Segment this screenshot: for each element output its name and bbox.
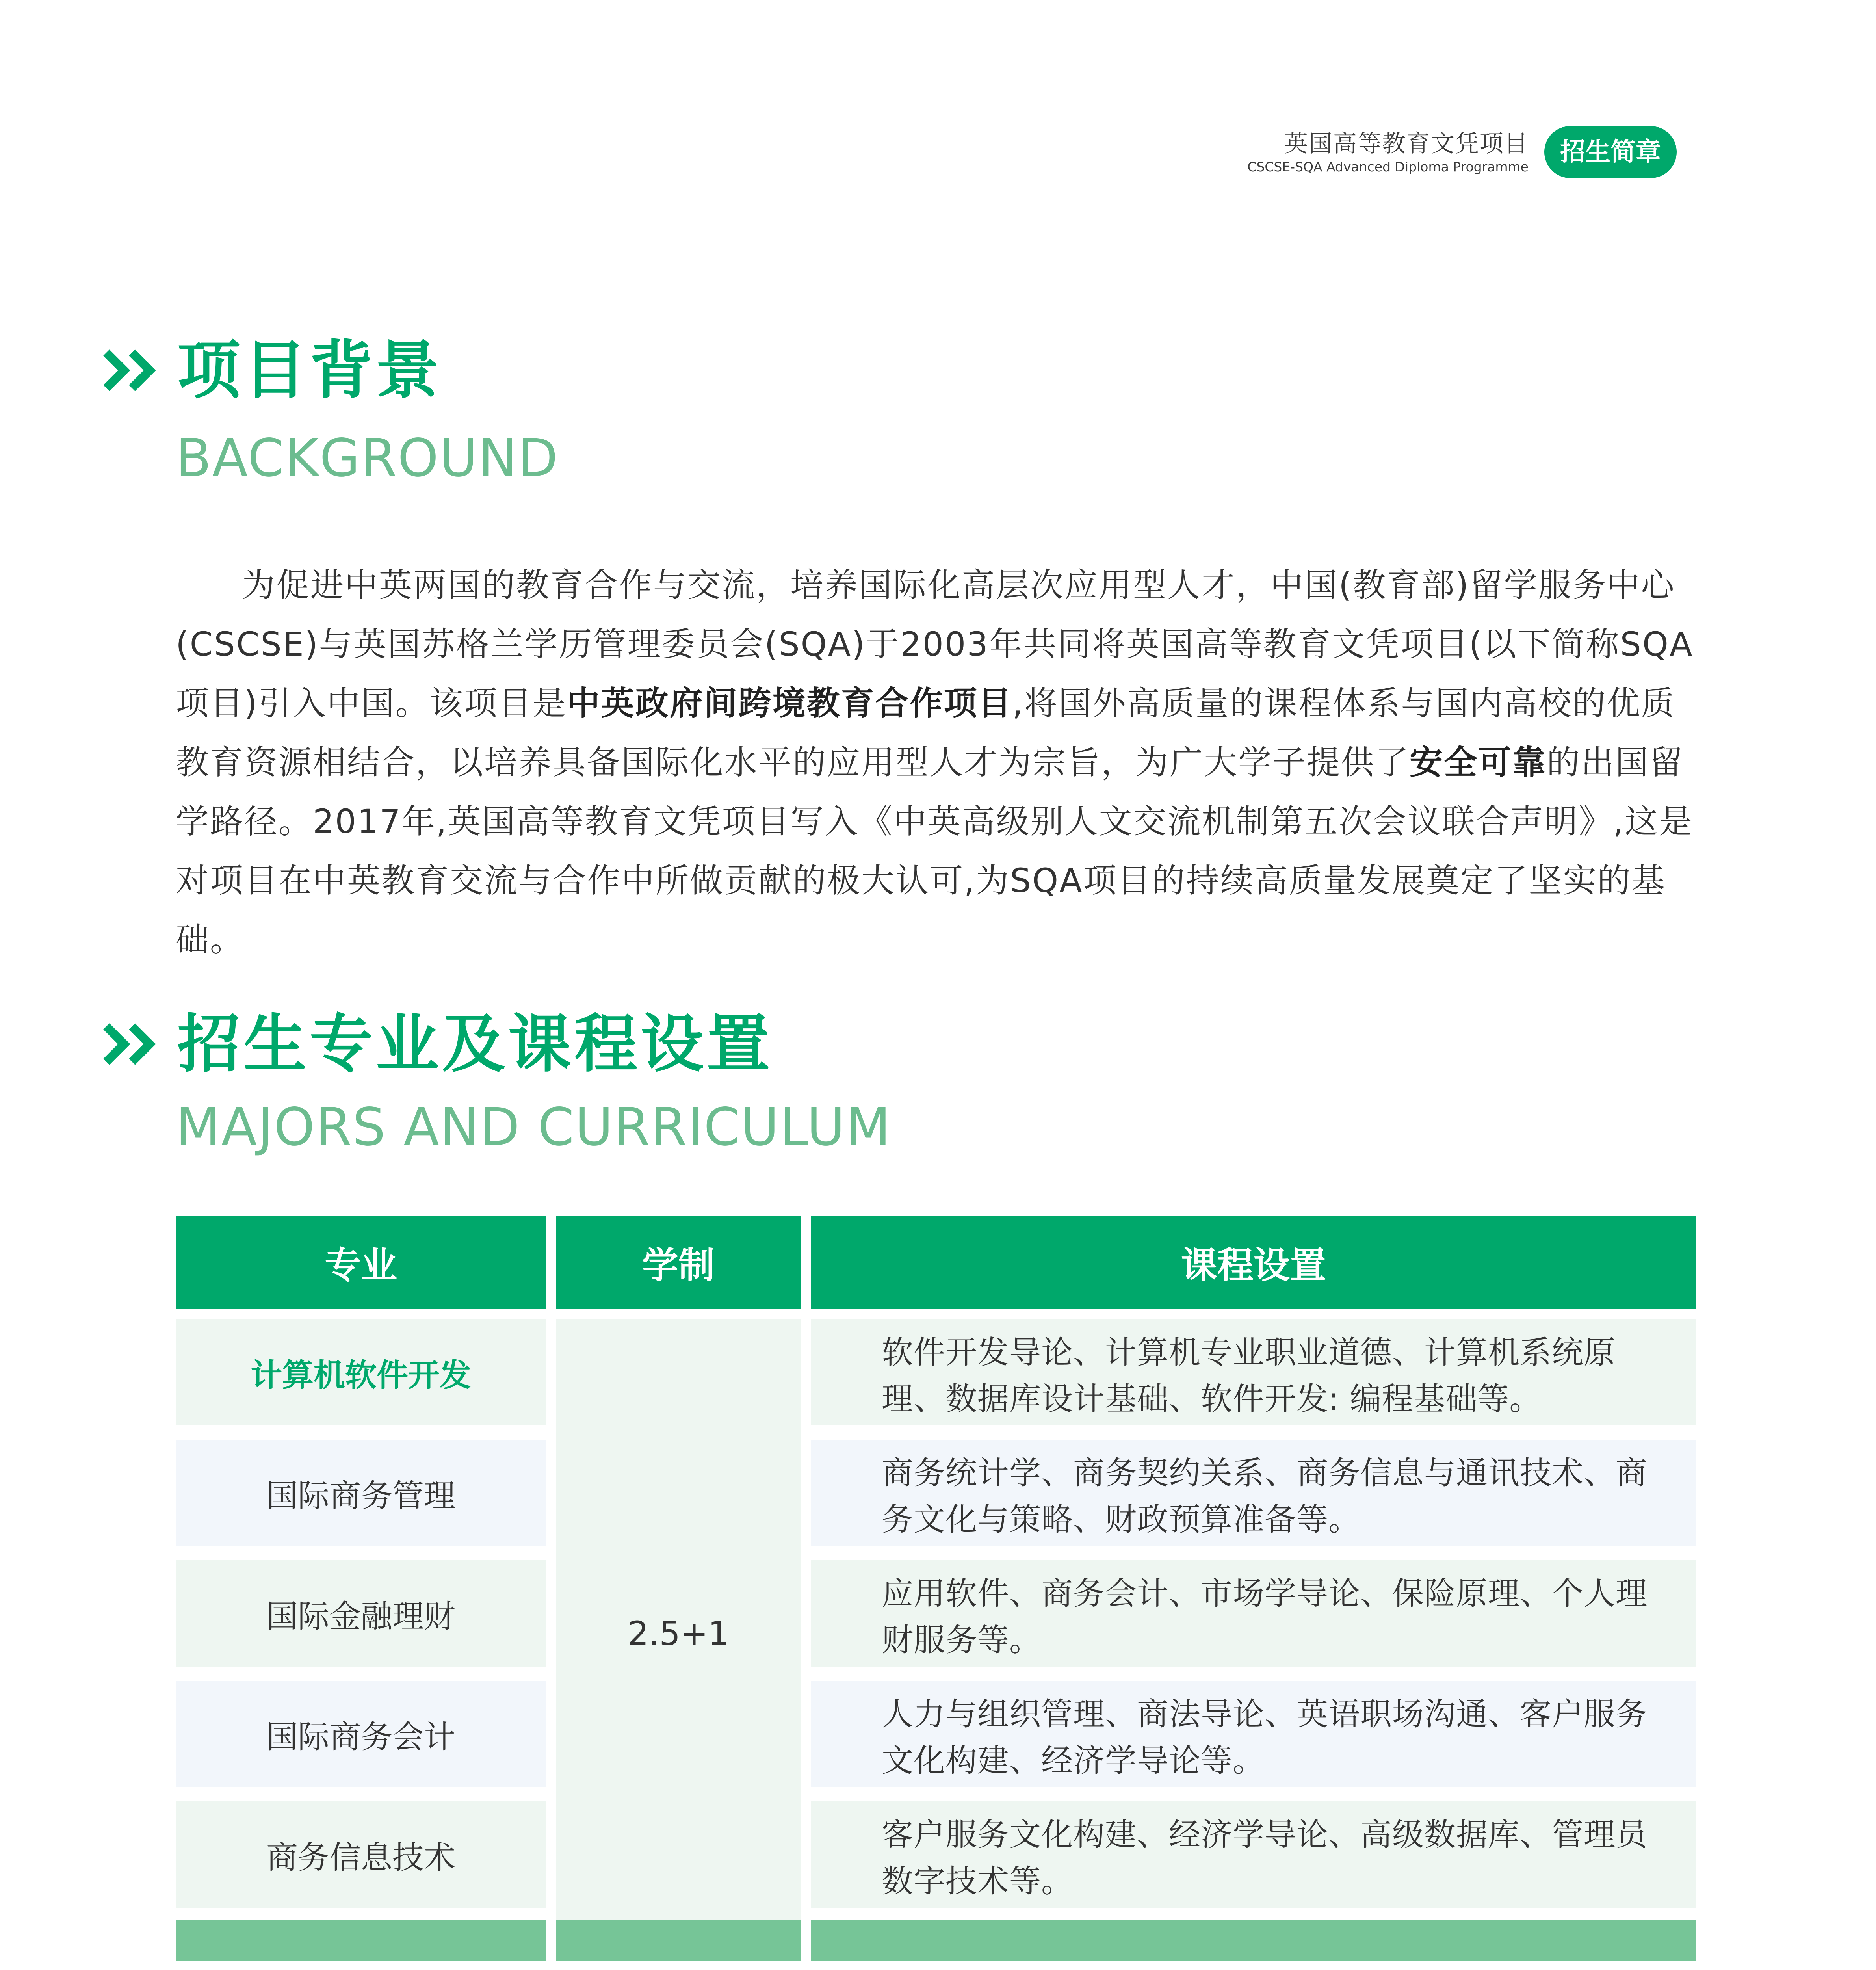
- duration-cell: 2.5+1: [556, 1319, 801, 1948]
- courses-cell: [811, 1560, 1696, 1667]
- major-cell: 国际商务管理: [176, 1440, 546, 1546]
- background-title-cn: 项目背景: [177, 333, 442, 407]
- para-bold-1: 中英政府间跨境教育合作项目: [567, 684, 1012, 723]
- courses-text: 人力与组织管理、商法导论、英语职场沟通、客户服务文化构建、经济学导论等。: [882, 1696, 1648, 1779]
- majors-section-title: [98, 1009, 773, 1080]
- courses-text: 软件开发导论、计算机专业职业道德、计算机系统原理、数据库设计基础、软件开发: 编程基础等。: [882, 1334, 1616, 1417]
- header-text: [1247, 129, 1529, 175]
- courses-text: 客户服务文化构建、经济学导论、高级数据库、管理员数字技术等。: [882, 1816, 1648, 1899]
- courses-text: 应用软件、商务会计、市场学导论、保险原理、个人理财服务等。: [882, 1575, 1648, 1658]
- courses-cell: [811, 1681, 1696, 1787]
- page-header: [1247, 125, 1677, 180]
- table-footer-bar: [176, 1920, 546, 1961]
- table-row: [176, 1801, 1696, 1908]
- para-text-1: 为促进中英两国的教育合作与交流，培养国际化高层次应用型人才，中国(教育部)留学服务中心(CSCSE)与英国苏格兰学历管理委员会(SQA)于2003年共同将英国高等教育文凭项目(以下简称SQA项目)引入中国。该项目是: [176, 566, 1694, 723]
- header-courses: 课程设置: [811, 1216, 1696, 1309]
- para-text-2: ,将国外高质量的课程体系与国内高校的优质教育资源相结合，以培养具备国际化水平的应用型人才为宗旨，为广大学子提供了: [176, 684, 1675, 782]
- major-cell: 商务信息技术: [176, 1801, 546, 1908]
- table-footer-bar: [556, 1920, 801, 1961]
- courses-text: 商务统计学、商务契约关系、商务信息与通讯技术、商务文化与策略、财政预算准备等。: [882, 1455, 1648, 1538]
- table-row: [176, 1560, 1696, 1667]
- courses-cell: [811, 1319, 1696, 1425]
- curriculum-table: [176, 1216, 1696, 1964]
- para-text-3: 的出国留学路径。2017年,英国高等教育文凭项目写入《中英高级别人文交流机制第五次会议联合声明》,这是对项目在中英教育交流与合作中所做贡献的极大认可,为SQA项目的持续高质量发展奠定了坚实的基础。: [176, 743, 1694, 959]
- header-badge: 招生简章: [1544, 126, 1677, 178]
- courses-cell: [811, 1801, 1696, 1908]
- majors-title-en: MAJORS AND CURRICULUM: [176, 1097, 892, 1158]
- table-row: [176, 1440, 1696, 1546]
- background-section-title: [98, 335, 442, 406]
- table-footer-bar: [811, 1920, 1696, 1961]
- majors-title-cn: 招生专业及课程设置: [177, 1007, 773, 1081]
- background-title-en: BACKGROUND: [176, 428, 559, 489]
- major-cell: 计算机软件开发: [176, 1319, 546, 1425]
- header-major: 专业: [176, 1216, 546, 1309]
- courses-cell: [811, 1440, 1696, 1546]
- table-row: [176, 1319, 1696, 1425]
- background-paragraph: [176, 556, 1700, 969]
- double-chevron-icon: [98, 1018, 162, 1070]
- double-chevron-icon: [98, 345, 162, 396]
- major-cell: 国际金融理财: [176, 1560, 546, 1667]
- major-cell: 国际商务会计: [176, 1681, 546, 1787]
- header-title-cn: 英国高等教育文凭项目: [1284, 130, 1529, 158]
- header-duration: 学制: [556, 1216, 801, 1309]
- para-bold-2: 安全可靠: [1410, 743, 1547, 782]
- table-row: [176, 1681, 1696, 1787]
- header-title-en: CSCSE-SQA Advanced Diploma Programme: [1247, 159, 1529, 175]
